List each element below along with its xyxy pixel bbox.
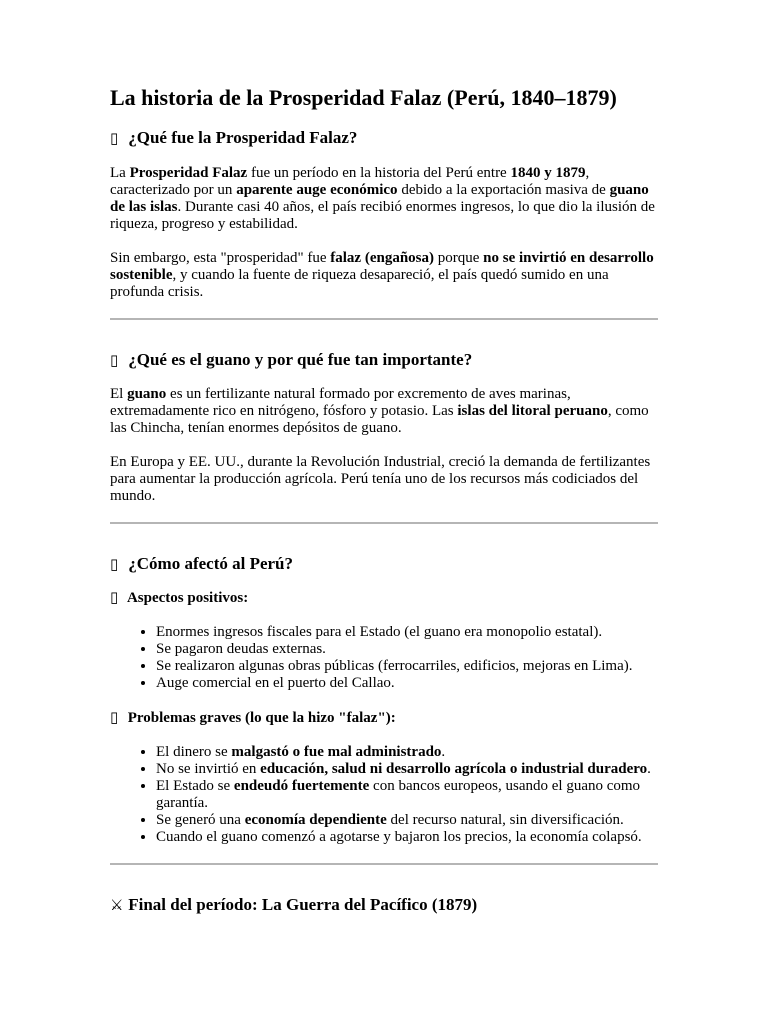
page-title: La historia de la Prosperidad Falaz (Perú, 1840–1879) [110, 85, 617, 110]
text-run: , caracterizado por un [110, 165, 590, 198]
subheading-problemas [110, 709, 658, 727]
bold-text: islas del litoral peruano [457, 403, 608, 419]
paragraph-falaz [110, 250, 658, 301]
subheading-positivos [110, 589, 658, 607]
document-page [110, 84, 658, 915]
missing-glyph-icon: ▯ [110, 351, 119, 369]
text-run: . [441, 744, 446, 760]
divider [110, 522, 658, 524]
text-run: . [647, 761, 651, 777]
section-heading-text: ¿Qué es el guano y por qué fue tan importante? [128, 350, 473, 369]
missing-glyph-icon: ▯ [110, 129, 119, 147]
text-run: con bancos europeos, usando el guano como garantía. [156, 778, 641, 811]
text-run: El dinero se [156, 744, 232, 760]
text-run: La [110, 165, 130, 181]
section-heading-text: ¿Qué fue la Prosperidad Falaz? [128, 128, 358, 147]
missing-glyph-icon: ▯ [110, 708, 119, 726]
paragraph-definition [110, 165, 658, 233]
subheading-text: Problemas graves (lo que la hizo "falaz"): [127, 710, 396, 726]
section-heading-prosperidad [110, 128, 658, 148]
section-heading-text: ¿Cómo afectó al Perú? [128, 554, 294, 573]
list-item: • Se realizaron algunas obras públicas (ferrocarriles, edificios, mejoras en Lima). [156, 658, 658, 675]
text-run: , y cuando la fuente de riqueza desapareció, el país quedó sumido en una profunda crisis. [110, 267, 609, 300]
divider [110, 863, 658, 865]
section-heading-text: Final del período: La Guerra del Pacífico (1879) [128, 895, 478, 914]
text-run: fue un período en la historia del Perú entre [247, 165, 511, 181]
list-item [156, 761, 658, 778]
list-item [156, 812, 658, 829]
bold-text: guano de las islas [110, 182, 649, 215]
bold-text: 1840 y 1879 [510, 165, 586, 181]
text-run: , como las Chincha, tenían enormes depósitos de guano. [110, 403, 649, 436]
problems-list [110, 744, 658, 846]
section-heading-guano [110, 350, 658, 370]
bold-text: aparente auge económico [236, 182, 398, 198]
text-run: debido a la exportación masiva de [397, 182, 610, 198]
positive-list [110, 624, 658, 692]
bold-text: falaz (engañosa) [330, 250, 434, 266]
bold-text: no se invirtió en desarrollo sostenible [110, 250, 654, 283]
crossed-swords-icon: ⚔ [110, 896, 124, 914]
bold-text: educación, salud ni desarrollo agrícola o industrial duradero [260, 761, 648, 777]
paragraph-demanda: En Europa y EE. UU., durante la Revolución Industrial, creció la demanda de fertilizantes para aumentar la producción agrícola. Perú tenía uno de los recursos más codiciados del mundo. [110, 454, 651, 504]
bold-text: Prosperidad Falaz [129, 165, 248, 181]
text-run: porque [434, 250, 484, 266]
list-item: • Auge comercial en el puerto del Callao. [156, 675, 658, 692]
text-run: El Estado se [156, 778, 234, 794]
text-run: El [110, 386, 128, 402]
paragraph-guano [110, 386, 658, 437]
missing-glyph-icon: ▯ [110, 555, 119, 573]
text-run: es un fertilizante natural formado por excremento de aves marinas, extremadamente rico en nitrógeno, fósforo y potasio. Las [110, 386, 571, 419]
text-run: Sin embargo, esta "prosperidad" fue [110, 250, 331, 266]
list-item: • Enormes ingresos fiscales para el Estado (el guano era monopolio estatal). [156, 624, 658, 641]
bold-text: economía dependiente [244, 812, 387, 828]
bold-text: malgastó o fue mal administrado [231, 744, 442, 760]
text-run: Se generó una [156, 812, 245, 828]
list-item [156, 744, 658, 761]
divider [110, 318, 658, 320]
text-run: . Durante casi 40 años, el país recibió enormes ingresos, lo que dio la ilusión de riqueza, progreso y estabilidad. [110, 199, 655, 232]
bold-text: guano [127, 386, 167, 402]
list-item [156, 829, 658, 846]
missing-glyph-icon: ▯ [110, 588, 119, 606]
text-run: del recurso natural, sin diversificación. [386, 812, 624, 828]
subheading-text: Aspectos positivos: [126, 590, 249, 606]
text-run: No se invirtió en [156, 761, 261, 777]
bold-text: endeudó fuertemente [233, 778, 370, 794]
list-item: • Se pagaron deudas externas. [156, 641, 658, 658]
section-heading-efectos [110, 554, 658, 574]
text-run: Cuando el guano comenzó a agotarse y bajaron los precios, la economía colapsó. [156, 829, 642, 845]
list-item [156, 778, 658, 812]
section-heading-guerra [110, 895, 658, 915]
